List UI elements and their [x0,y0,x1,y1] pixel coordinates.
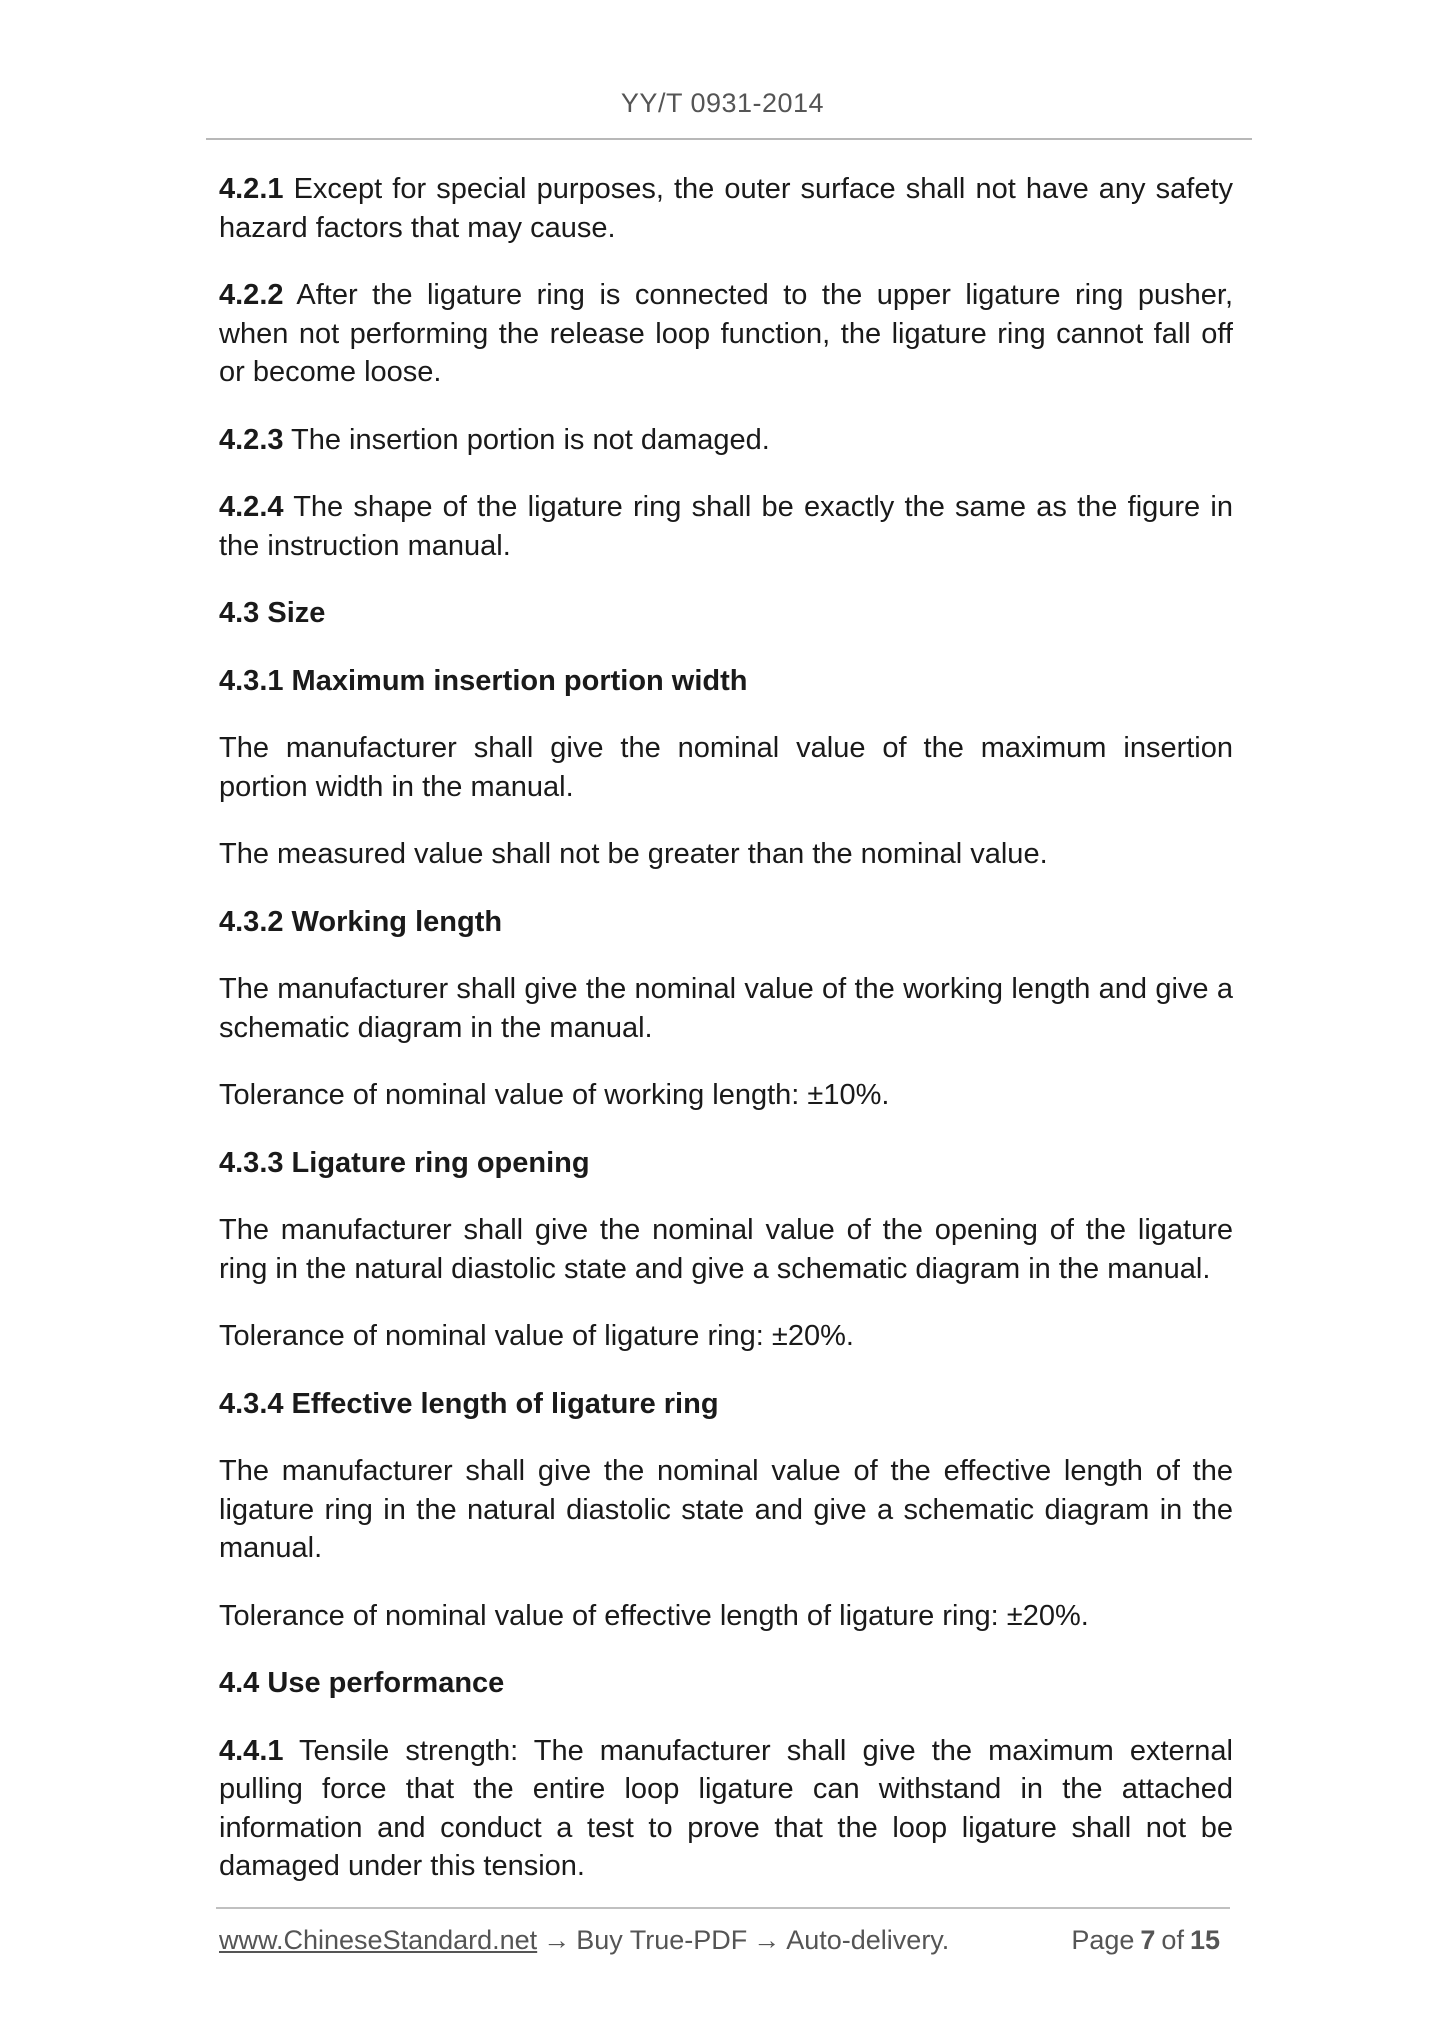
paragraph-4-3-4-b: Tolerance of nominal value of effective length of ligature ring: ±20%. [219,1599,1089,1632]
clause-number: 4.2.2 [219,279,284,311]
paragraph-4-3-1-a: The manufacturer shall give the nominal value of the maximum insertion portion width in the manual. [219,732,1233,803]
of-label: of [1161,1925,1184,1955]
auto-delivery-text: Auto-delivery. [786,1925,950,1955]
page-indicator [1071,1925,1232,1956]
clause-4-2-4 [219,488,1233,565]
page-total: 15 [1189,1925,1220,1955]
clause-4-4-1 [219,1732,1233,1886]
footer-left [219,1925,949,1956]
paragraph-4-3-2-b: Tolerance of nominal value of working length: ±10%. [219,1079,890,1111]
heading-4-3-3: 4.3.3 Ligature ring opening [219,1146,590,1179]
page-label: Page [1071,1925,1135,1955]
arrow-right-icon: → [543,1925,571,1955]
paragraph-4-3-2-a: The manufacturer shall give the nominal value of the working length and give a schematic diagram in the manual. [219,973,1233,1044]
clause-text: Tensile strength: The manufacturer shall give the maximum external pulling force that the entire loop ligature can withstand in the attached information and conduct a test to prove that the loop ligature shall not be damaged under this tension. [219,1734,1233,1882]
clause-text: The insertion portion is not damaged. [283,423,770,456]
page-footer [219,1925,1232,1956]
page-header-standard-code: YY/T 0931-2014 [620,88,825,118]
clause-number: 4.2.1 [219,173,284,205]
paragraph-4-3-3-a: The manufacturer shall give the nominal value of the opening of the ligature ring in the natural diastolic state and give a schematic diagram in the manual. [219,1214,1233,1285]
heading-4-4: 4.4 Use performance [219,1667,505,1699]
clause-text: Except for special purposes, the outer surface shall not have any safety hazard factors that may cause. [219,173,1233,244]
buy-true-pdf-text: Buy True-PDF [576,1925,748,1955]
header-divider [206,138,1252,140]
clause-number: 4.2.3 [219,423,284,456]
clause-text: After the ligature ring is connected to the upper ligature ring pusher, when not performing the release loop function, the ligature ring cannot fall off or become loose. [219,279,1233,388]
clause-text: The shape of the ligature ring shall be exactly the same as the figure in the instruction manual. [219,491,1233,562]
clause-4-2-1 [219,170,1233,247]
clause-number: 4.4.1 [219,1734,284,1767]
page-current: 7 [1140,1925,1156,1955]
heading-4-3-1: 4.3.1 Maximum insertion portion width [219,664,748,697]
arrow-right-icon: → [753,1925,781,1955]
paragraph-4-3-1-b: The measured value shall not be greater than the nominal value. [219,838,1048,870]
clause-number: 4.2.4 [219,491,284,523]
heading-4-3-2: 4.3.2 Working length [219,905,503,938]
footer-divider [216,1907,1230,1909]
heading-4-3: 4.3 Size [219,597,326,629]
paragraph-4-3-3-b: Tolerance of nominal value of ligature ring: ±20%. [219,1320,854,1352]
document-body [219,170,1233,1915]
website-link[interactable]: www.ChineseStandard.net [219,1925,538,1955]
paragraph-4-3-4-a: The manufacturer shall give the nominal value of the effective length of the ligature ring in the natural diastolic state and give a schematic diagram in the manual. [219,1455,1233,1564]
heading-4-3-4: 4.3.4 Effective length of ligature ring [219,1387,719,1420]
clause-4-2-3 [219,421,1233,460]
clause-4-2-2 [219,276,1233,392]
